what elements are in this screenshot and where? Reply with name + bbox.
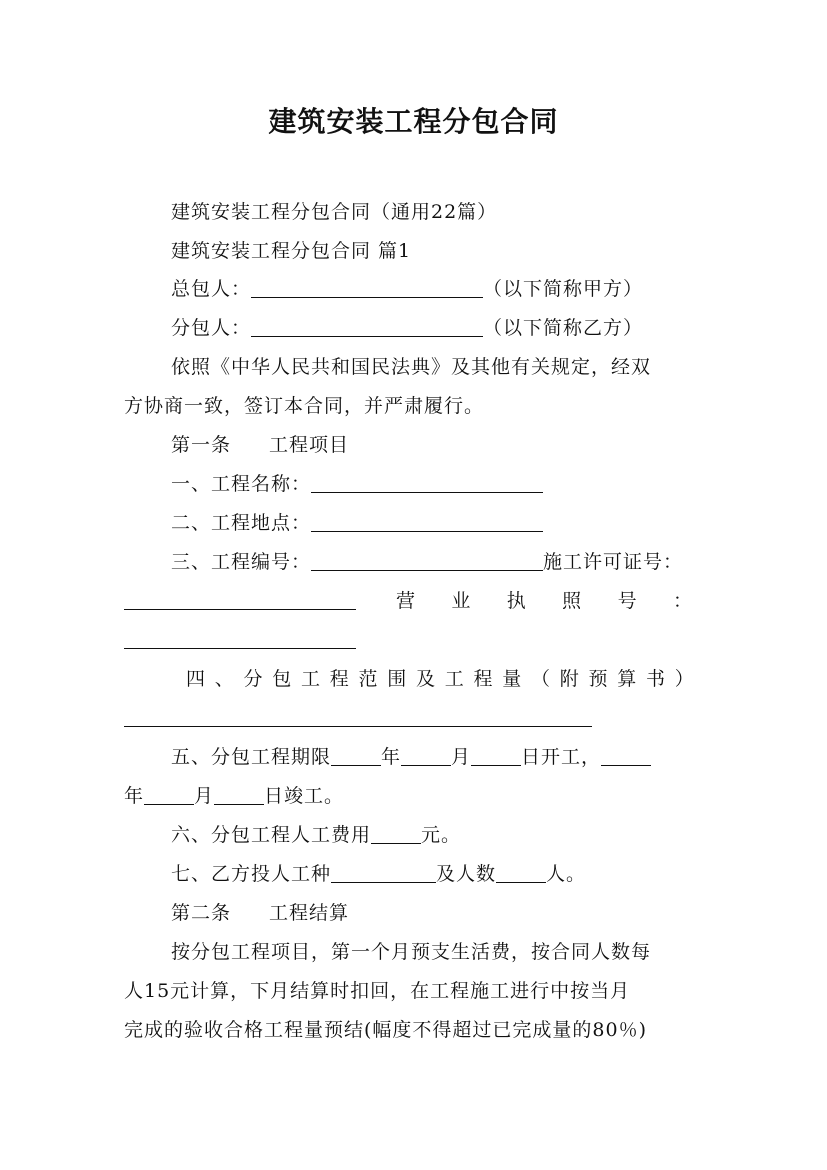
permit-number-label: 施工许可证号：: [543, 551, 684, 573]
year-label: 年: [381, 746, 402, 768]
labor-cost-line: [171, 822, 461, 848]
scope-char: 工: [444, 668, 464, 690]
worker-count-unit: 人。: [546, 863, 587, 885]
scope-char: 包: [272, 668, 292, 690]
scope-char: 工: [301, 668, 321, 690]
project-number-line: [171, 549, 683, 575]
settlement-line-2: 人15元计算，下月结算时扣回，在工程施工进行中按当月: [124, 980, 631, 1002]
scope-char: 附: [559, 668, 579, 690]
project-name-line: [171, 471, 543, 497]
subcontractor-label: 分包人：: [171, 317, 252, 339]
project-name-blank: [311, 472, 543, 493]
end-day-blank: [214, 784, 264, 805]
license-blank-line-2: [124, 627, 356, 653]
month-label: 月: [194, 785, 215, 807]
scope-char: 、: [214, 668, 234, 690]
license-char: 营: [396, 590, 416, 612]
end-day-label: 日竣工。: [264, 785, 345, 807]
subcontractor-blank: [251, 316, 483, 337]
scope-char: 书: [646, 668, 666, 690]
doc-line-article-heading: 建筑安装工程分包合同 篇1: [171, 240, 412, 262]
subcontractor-suffix: （以下简称乙方）: [483, 317, 644, 339]
work-type-blank: [331, 862, 436, 883]
scope-char: 范: [358, 668, 378, 690]
start-day-label: 日开工，: [521, 746, 602, 768]
scope-char: 量: [502, 668, 522, 690]
scope-char: 算: [617, 668, 637, 690]
article-2-heading: [171, 900, 349, 926]
project-location-line: [171, 510, 543, 536]
article-1-title: 工程项目: [269, 434, 350, 456]
scope-heading: [186, 666, 694, 692]
general-contractor-blank: [251, 277, 483, 298]
project-number-label: 三、工程编号：: [171, 551, 312, 573]
license-number-label: [396, 588, 692, 614]
scope-char: 分: [243, 668, 263, 690]
year-label: 年: [124, 785, 145, 807]
scope-char: 四: [186, 668, 206, 690]
settlement-line-3: 完成的验收合格工程量预结(幅度不得超过已完成量的80％): [124, 1019, 648, 1041]
scope-blank: [124, 706, 592, 727]
scope-char: （: [531, 668, 551, 690]
license-char: 执: [506, 590, 526, 612]
worker-count-blank: [496, 862, 546, 883]
project-name-label: 一、工程名称：: [171, 473, 312, 495]
license-char: 号: [617, 590, 637, 612]
project-location-label: 二、工程地点：: [171, 512, 312, 534]
month-label: 月: [451, 746, 472, 768]
scope-blank-line: [124, 705, 592, 731]
scope-char: 预: [588, 668, 608, 690]
start-day-blank: [471, 745, 521, 766]
license-char: 照: [562, 590, 582, 612]
doc-line-collection-title: 建筑安装工程分包合同（通用22篇）: [171, 201, 498, 223]
end-month-blank: [144, 784, 194, 805]
license-number-blank: [124, 628, 356, 649]
scope-char: ）: [674, 668, 694, 690]
permit-number-blank: [124, 589, 356, 610]
general-contractor-line: [171, 276, 643, 302]
license-char: ：: [672, 590, 692, 612]
period-line-2: [124, 783, 344, 809]
article-1-heading: [171, 432, 349, 458]
labor-cost-label: 六、分包工程人工费用: [171, 824, 372, 846]
general-contractor-label: 总包人：: [171, 278, 252, 300]
article-2-number: 第二条: [171, 902, 232, 924]
scope-char: 围: [387, 668, 407, 690]
work-type-label: 七、乙方投人工种: [171, 863, 332, 885]
license-char: 业: [451, 590, 471, 612]
basis-line-1: 依照《中华人民共和国民法典》及其他有关规定，经双: [171, 356, 652, 378]
end-year-blank: [601, 745, 651, 766]
settlement-line-1: 按分包工程项目，第一个月预支生活费，按合同人数每: [171, 941, 652, 963]
worker-count-label: 及人数: [436, 863, 497, 885]
labor-cost-unit: 元。: [421, 824, 462, 846]
subcontractor-line: [171, 315, 643, 341]
license-blank-line: [124, 588, 356, 614]
general-contractor-suffix: （以下简称甲方）: [483, 278, 644, 300]
scope-char: 程: [473, 668, 493, 690]
article-1-number: 第一条: [171, 434, 232, 456]
period-line-1: [171, 744, 651, 770]
document-title: 建筑安装工程分包合同: [268, 105, 559, 138]
project-location-blank: [311, 511, 543, 532]
scope-char: 及: [416, 668, 436, 690]
labor-cost-blank: [371, 823, 421, 844]
start-month-blank: [401, 745, 451, 766]
project-number-blank: [311, 550, 543, 571]
period-label: 五、分包工程期限: [171, 746, 332, 768]
article-2-title: 工程结算: [269, 902, 350, 924]
start-year-blank: [331, 745, 381, 766]
basis-line-2: 方协商一致，签订本合同，并严肃履行。: [124, 395, 485, 417]
scope-char: 程: [329, 668, 349, 690]
workers-line: [171, 861, 586, 887]
